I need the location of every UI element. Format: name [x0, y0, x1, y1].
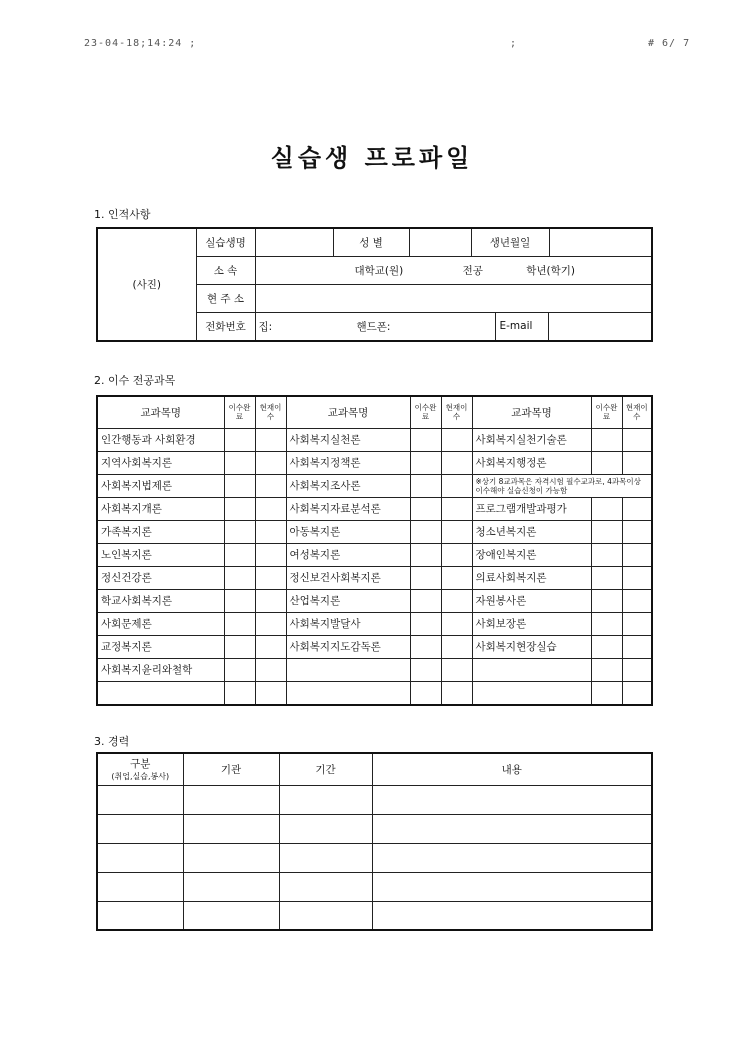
mobile-field[interactable]: 핸드폰: — [356, 320, 391, 333]
done-checkbox-cell[interactable] — [410, 497, 441, 520]
done-checkbox-cell[interactable] — [591, 520, 622, 543]
home-phone-field[interactable]: 집: — [258, 320, 273, 333]
now-checkbox-cell[interactable] — [622, 543, 652, 566]
done-checkbox-cell[interactable] — [410, 589, 441, 612]
done-checkbox-cell[interactable] — [410, 451, 441, 474]
content-cell[interactable] — [372, 872, 652, 901]
section-heading-courses: 2. 이수 전공과목 — [94, 374, 176, 387]
period-cell[interactable] — [279, 843, 372, 872]
course-name: 의료사회복지론 — [472, 566, 591, 589]
address-label: 현 주 소 — [196, 284, 255, 312]
now-checkbox-cell[interactable] — [441, 474, 472, 497]
type-cell[interactable] — [97, 814, 183, 843]
fax-timestamp: 23-04-18;14:24 ; — [84, 38, 197, 49]
now-checkbox-cell[interactable] — [622, 635, 652, 658]
course-row — [97, 497, 652, 520]
birth-label: 생년월일 — [471, 228, 549, 256]
course-row — [97, 612, 652, 635]
now-checkbox-cell[interactable] — [255, 451, 286, 474]
personal-info-table — [96, 227, 653, 342]
done-checkbox-cell[interactable] — [224, 658, 255, 681]
course-name: 아동복지론 — [286, 520, 410, 543]
done-checkbox-cell[interactable] — [591, 658, 622, 681]
now-checkbox-cell[interactable] — [622, 681, 652, 705]
photo-label: (사진) — [132, 278, 161, 291]
course-row — [97, 474, 652, 497]
career-row — [97, 843, 652, 872]
course-name: 정신건강론 — [97, 566, 224, 589]
course-name: 사회복지윤리와철학 — [97, 658, 224, 681]
course-name: 사회보장론 — [472, 612, 591, 635]
now-checkbox-cell[interactable] — [441, 612, 472, 635]
phone-row — [255, 312, 652, 341]
type-cell[interactable] — [97, 901, 183, 930]
content-cell[interactable] — [372, 843, 652, 872]
course-name: 교정복지론 — [97, 635, 224, 658]
course-name — [472, 658, 591, 681]
done-checkbox-cell[interactable] — [410, 681, 441, 705]
name-field[interactable] — [255, 228, 333, 256]
course-row — [97, 428, 652, 451]
period-cell[interactable] — [279, 872, 372, 901]
course-name — [286, 658, 410, 681]
phone-label: 전화번호 — [196, 312, 255, 341]
affil-field[interactable] — [255, 256, 652, 284]
now-checkbox-cell[interactable] — [622, 589, 652, 612]
content-cell[interactable] — [372, 814, 652, 843]
course-name — [97, 681, 224, 705]
org-cell[interactable] — [183, 814, 279, 843]
now-checkbox-cell[interactable] — [255, 474, 286, 497]
career-table — [96, 752, 653, 931]
course-name — [286, 681, 410, 705]
now-checkbox-cell[interactable] — [441, 428, 472, 451]
univ-label: 대학교(원) — [354, 264, 404, 277]
type-cell[interactable] — [97, 843, 183, 872]
done-checkbox-cell[interactable] — [591, 612, 622, 635]
course-name: 사회복지정책론 — [286, 451, 410, 474]
fax-page-number: # 6/ 7 — [648, 38, 691, 49]
done-header: 이수완료 — [410, 396, 441, 428]
now-checkbox-cell[interactable] — [441, 589, 472, 612]
content-cell[interactable] — [372, 901, 652, 930]
email-label: E-mail — [495, 313, 549, 340]
course-name — [472, 681, 591, 705]
career-row — [97, 901, 652, 930]
course-name: 사회복지개론 — [97, 497, 224, 520]
done-checkbox-cell[interactable] — [410, 428, 441, 451]
course-name: 사회복지실천기술론 — [472, 428, 591, 451]
major-label: 전공 — [462, 264, 483, 277]
org-cell[interactable] — [183, 785, 279, 814]
course-name: 사회복지발달사 — [286, 612, 410, 635]
now-checkbox-cell[interactable] — [441, 635, 472, 658]
course-table — [96, 395, 653, 706]
course-name: 자원봉사론 — [472, 589, 591, 612]
course-name: 지역사회복지론 — [97, 451, 224, 474]
content-cell[interactable] — [372, 785, 652, 814]
now-checkbox-cell[interactable] — [255, 520, 286, 543]
page-title: 실습생 프로파일 — [270, 144, 474, 172]
done-checkbox-cell[interactable] — [224, 543, 255, 566]
course-row — [97, 451, 652, 474]
now-checkbox-cell[interactable] — [255, 428, 286, 451]
now-checkbox-cell[interactable] — [622, 428, 652, 451]
done-checkbox-cell[interactable] — [410, 612, 441, 635]
now-checkbox-cell[interactable] — [255, 658, 286, 681]
done-checkbox-cell[interactable] — [224, 681, 255, 705]
course-name: 장애인복지론 — [472, 543, 591, 566]
type-header-sub: (취업,실습,봉사) — [111, 772, 170, 782]
career-row — [97, 785, 652, 814]
course-row — [97, 520, 652, 543]
now-header: 현재이수 — [255, 396, 286, 428]
period-header: 기간 — [279, 753, 372, 785]
period-cell[interactable] — [279, 901, 372, 930]
now-checkbox-cell[interactable] — [622, 520, 652, 543]
done-checkbox-cell[interactable] — [410, 543, 441, 566]
course-name: 정신보건사회복지론 — [286, 566, 410, 589]
now-checkbox-cell[interactable] — [255, 543, 286, 566]
course-name: 사회문제론 — [97, 612, 224, 635]
done-header: 이수완료 — [224, 396, 255, 428]
done-checkbox-cell[interactable] — [224, 451, 255, 474]
now-checkbox-cell[interactable] — [441, 543, 472, 566]
course-row — [97, 543, 652, 566]
now-checkbox-cell[interactable] — [255, 589, 286, 612]
done-checkbox-cell[interactable] — [224, 612, 255, 635]
content-header: 내용 — [372, 753, 652, 785]
type-header-label: 구분 — [130, 758, 151, 771]
now-checkbox-cell[interactable] — [255, 497, 286, 520]
org-header: 기관 — [183, 753, 279, 785]
section-heading-career: 3. 경력 — [94, 735, 130, 748]
course-row — [97, 589, 652, 612]
fax-separator: ; — [510, 38, 518, 49]
gender-label: 성 별 — [333, 228, 409, 256]
course-name: ※상기 8교과목은 자격시험 필수교과로, 4과목이상 이수해야 실습신청이 가능함 — [472, 474, 652, 497]
done-checkbox-cell[interactable] — [224, 635, 255, 658]
done-checkbox-cell[interactable] — [410, 474, 441, 497]
course-name: 프로그램개발과평가 — [472, 497, 591, 520]
course-name: 여성복지론 — [286, 543, 410, 566]
now-checkbox-cell[interactable] — [441, 566, 472, 589]
period-cell[interactable] — [279, 785, 372, 814]
done-checkbox-cell[interactable] — [224, 428, 255, 451]
now-checkbox-cell[interactable] — [622, 497, 652, 520]
done-checkbox-cell[interactable] — [224, 589, 255, 612]
course-name: 사회복지자료분석론 — [286, 497, 410, 520]
course-name: 사회복지행정론 — [472, 451, 591, 474]
done-checkbox-cell[interactable] — [410, 566, 441, 589]
course-row — [97, 635, 652, 658]
done-checkbox-cell[interactable] — [410, 658, 441, 681]
now-checkbox-cell[interactable] — [441, 658, 472, 681]
birth-field[interactable] — [549, 228, 652, 256]
now-checkbox-cell[interactable] — [622, 566, 652, 589]
now-checkbox-cell[interactable] — [622, 451, 652, 474]
course-header: 교과목명 — [472, 396, 591, 428]
done-checkbox-cell[interactable] — [591, 543, 622, 566]
now-checkbox-cell[interactable] — [441, 451, 472, 474]
org-cell[interactable] — [183, 843, 279, 872]
course-row — [97, 681, 652, 705]
course-row — [97, 566, 652, 589]
now-header: 현재이수 — [622, 396, 652, 428]
done-checkbox-cell[interactable] — [591, 635, 622, 658]
org-cell[interactable] — [183, 872, 279, 901]
now-checkbox-cell[interactable] — [255, 681, 286, 705]
course-header-row — [97, 396, 652, 428]
course-name: 산업복지론 — [286, 589, 410, 612]
section-heading-personal: 1. 인적사항 — [94, 208, 151, 221]
done-checkbox-cell[interactable] — [591, 497, 622, 520]
course-name: 인간행동과 사회환경 — [97, 428, 224, 451]
done-header: 이수완료 — [591, 396, 622, 428]
done-checkbox-cell[interactable] — [591, 681, 622, 705]
now-checkbox-cell[interactable] — [622, 612, 652, 635]
type-cell[interactable] — [97, 872, 183, 901]
course-name: 사회복지실천론 — [286, 428, 410, 451]
course-header: 교과목명 — [97, 396, 224, 428]
course-name: 노인복지론 — [97, 543, 224, 566]
now-checkbox-cell[interactable] — [255, 566, 286, 589]
done-checkbox-cell[interactable] — [591, 451, 622, 474]
done-checkbox-cell[interactable] — [410, 520, 441, 543]
now-checkbox-cell[interactable] — [255, 612, 286, 635]
photo-box — [97, 228, 196, 341]
course-name: 학교사회복지론 — [97, 589, 224, 612]
grade-label: 학년(학기) — [526, 264, 576, 277]
address-field[interactable] — [255, 284, 652, 312]
career-row — [97, 814, 652, 843]
done-checkbox-cell[interactable] — [224, 566, 255, 589]
done-checkbox-cell[interactable] — [224, 497, 255, 520]
now-checkbox-cell[interactable] — [441, 681, 472, 705]
now-header: 현재이수 — [441, 396, 472, 428]
done-checkbox-cell[interactable] — [224, 520, 255, 543]
now-checkbox-cell[interactable] — [441, 520, 472, 543]
type-header — [97, 753, 183, 785]
course-name: 사회복지조사론 — [286, 474, 410, 497]
course-name: 청소년복지론 — [472, 520, 591, 543]
org-cell[interactable] — [183, 901, 279, 930]
done-checkbox-cell[interactable] — [410, 635, 441, 658]
type-cell[interactable] — [97, 785, 183, 814]
course-header: 교과목명 — [286, 396, 410, 428]
course-name: 사회복지법제론 — [97, 474, 224, 497]
name-label: 실습생명 — [196, 228, 255, 256]
course-name: 가족복지론 — [97, 520, 224, 543]
career-row — [97, 872, 652, 901]
now-checkbox-cell[interactable] — [255, 635, 286, 658]
done-checkbox-cell[interactable] — [591, 428, 622, 451]
now-checkbox-cell[interactable] — [622, 658, 652, 681]
gender-field[interactable] — [409, 228, 471, 256]
affil-label: 소 속 — [196, 256, 255, 284]
done-checkbox-cell[interactable] — [591, 566, 622, 589]
done-checkbox-cell[interactable] — [591, 589, 622, 612]
done-checkbox-cell[interactable] — [224, 474, 255, 497]
course-row — [97, 658, 652, 681]
course-name: 사회복지현장실습 — [472, 635, 591, 658]
period-cell[interactable] — [279, 814, 372, 843]
course-name: 사회복지지도감독론 — [286, 635, 410, 658]
now-checkbox-cell[interactable] — [441, 497, 472, 520]
